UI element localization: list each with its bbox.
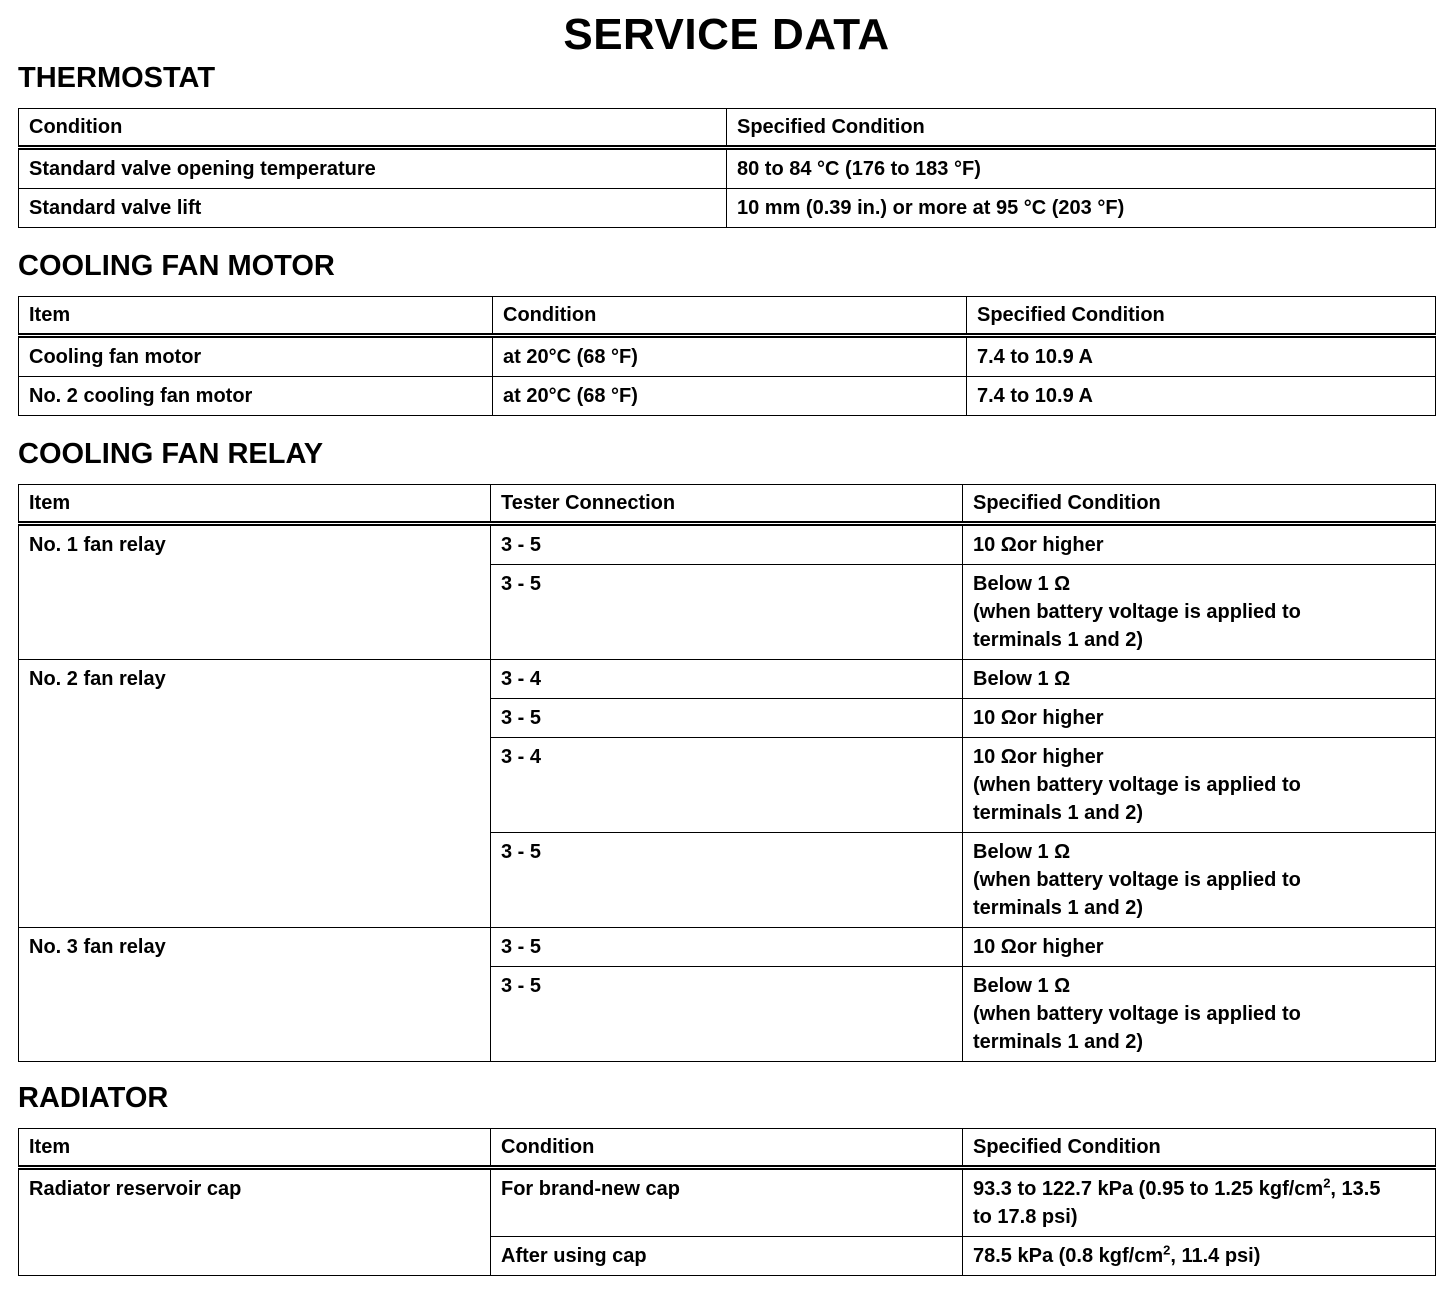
cell-item: No. 2 cooling fan motor [19, 377, 493, 416]
cell-spec [963, 1237, 1436, 1276]
cell-connection: 3 - 4 [491, 660, 963, 699]
cell-spec: Below 1 Ω (when battery voltage is applied to terminals 1 and 2) [963, 833, 1436, 928]
column-header: Specified Condition [727, 109, 1436, 148]
cell-connection: 3 - 5 [491, 928, 963, 967]
fan-motor-table [18, 296, 1436, 416]
column-header: Item [19, 297, 493, 336]
cell-spec: 10 Ωor higher (when battery voltage is applied to terminals 1 and 2) [963, 738, 1436, 833]
superscript: 2 [1323, 1175, 1331, 1191]
cell-condition: Standard valve lift [19, 189, 727, 228]
spec-text: , 13.5 to 17.8 psi) [973, 1178, 1381, 1228]
cell-condition: at 20°C (68 °F) [493, 336, 967, 377]
cell-condition: at 20°C (68 °F) [493, 377, 967, 416]
service-data-page [18, 0, 1435, 1276]
cell-spec: Below 1 Ω [963, 660, 1436, 699]
spec-text: 93.3 to 122.7 kPa (0.95 to 1.25 kgf/cm [973, 1178, 1324, 1200]
table-row [19, 189, 1436, 228]
table-header-row [19, 1129, 1436, 1168]
table-header-row [19, 109, 1436, 148]
superscript: 2 [1163, 1242, 1171, 1258]
cell-spec: 7.4 to 10.9 A [967, 377, 1436, 416]
cell-connection: 3 - 5 [491, 524, 963, 565]
cell-item: No. 3 fan relay [19, 928, 491, 1062]
page-title: SERVICE DATA [563, 10, 890, 59]
column-header: Specified Condition [963, 485, 1436, 524]
cell-condition: Standard valve opening temperature [19, 148, 727, 189]
cell-spec: 10 Ωor higher [963, 699, 1436, 738]
cell-spec: 10 Ωor higher [963, 928, 1436, 967]
cell-spec [963, 1168, 1436, 1237]
cell-spec: 7.4 to 10.9 A [967, 336, 1436, 377]
spec-text: , 11.4 psi) [1170, 1245, 1261, 1267]
column-header: Condition [493, 297, 967, 336]
table-row [19, 524, 1436, 565]
cell-item: No. 2 fan relay [19, 660, 491, 928]
cell-connection: 3 - 5 [491, 833, 963, 928]
cell-item: No. 1 fan relay [19, 524, 491, 660]
column-header: Specified Condition [967, 297, 1436, 336]
table-header-row [19, 297, 1436, 336]
cell-item: Radiator reservoir cap [19, 1168, 491, 1276]
table-row [19, 1168, 1436, 1237]
column-header: Condition [19, 109, 727, 148]
table-row [19, 660, 1436, 699]
cell-connection: 3 - 4 [491, 738, 963, 833]
column-header: Item [19, 1129, 491, 1168]
table-row [19, 148, 1436, 189]
cell-spec: 80 to 84 °C (176 to 183 °F) [727, 148, 1436, 189]
cell-connection: 3 - 5 [491, 699, 963, 738]
thermostat-table [18, 108, 1436, 228]
table-row [19, 377, 1436, 416]
fan-relay-heading: COOLING FAN RELAY [18, 438, 324, 470]
column-header: Item [19, 485, 491, 524]
column-header: Specified Condition [963, 1129, 1436, 1168]
radiator-table [18, 1128, 1436, 1276]
cell-condition: For brand-new cap [491, 1168, 963, 1237]
fan-motor-heading: COOLING FAN MOTOR [18, 250, 335, 282]
cell-connection: 3 - 5 [491, 565, 963, 660]
table-header-row [19, 485, 1436, 524]
table-row [19, 336, 1436, 377]
cell-spec: Below 1 Ω (when battery voltage is applied to terminals 1 and 2) [963, 967, 1436, 1062]
fan-relay-table [18, 484, 1436, 1062]
cell-connection: 3 - 5 [491, 967, 963, 1062]
cell-spec: 10 mm (0.39 in.) or more at 95 °C (203 °F) [727, 189, 1436, 228]
column-header: Condition [491, 1129, 963, 1168]
radiator-heading: RADIATOR [18, 1082, 169, 1114]
cell-condition: After using cap [491, 1237, 963, 1276]
table-row [19, 928, 1436, 967]
cell-spec: Below 1 Ω (when battery voltage is applied to terminals 1 and 2) [963, 565, 1436, 660]
spec-text: 78.5 kPa (0.8 kgf/cm [973, 1245, 1164, 1267]
cell-spec: 10 Ωor higher [963, 524, 1436, 565]
cell-item: Cooling fan motor [19, 336, 493, 377]
thermostat-heading: THERMOSTAT [18, 62, 216, 94]
column-header: Tester Connection [491, 485, 963, 524]
